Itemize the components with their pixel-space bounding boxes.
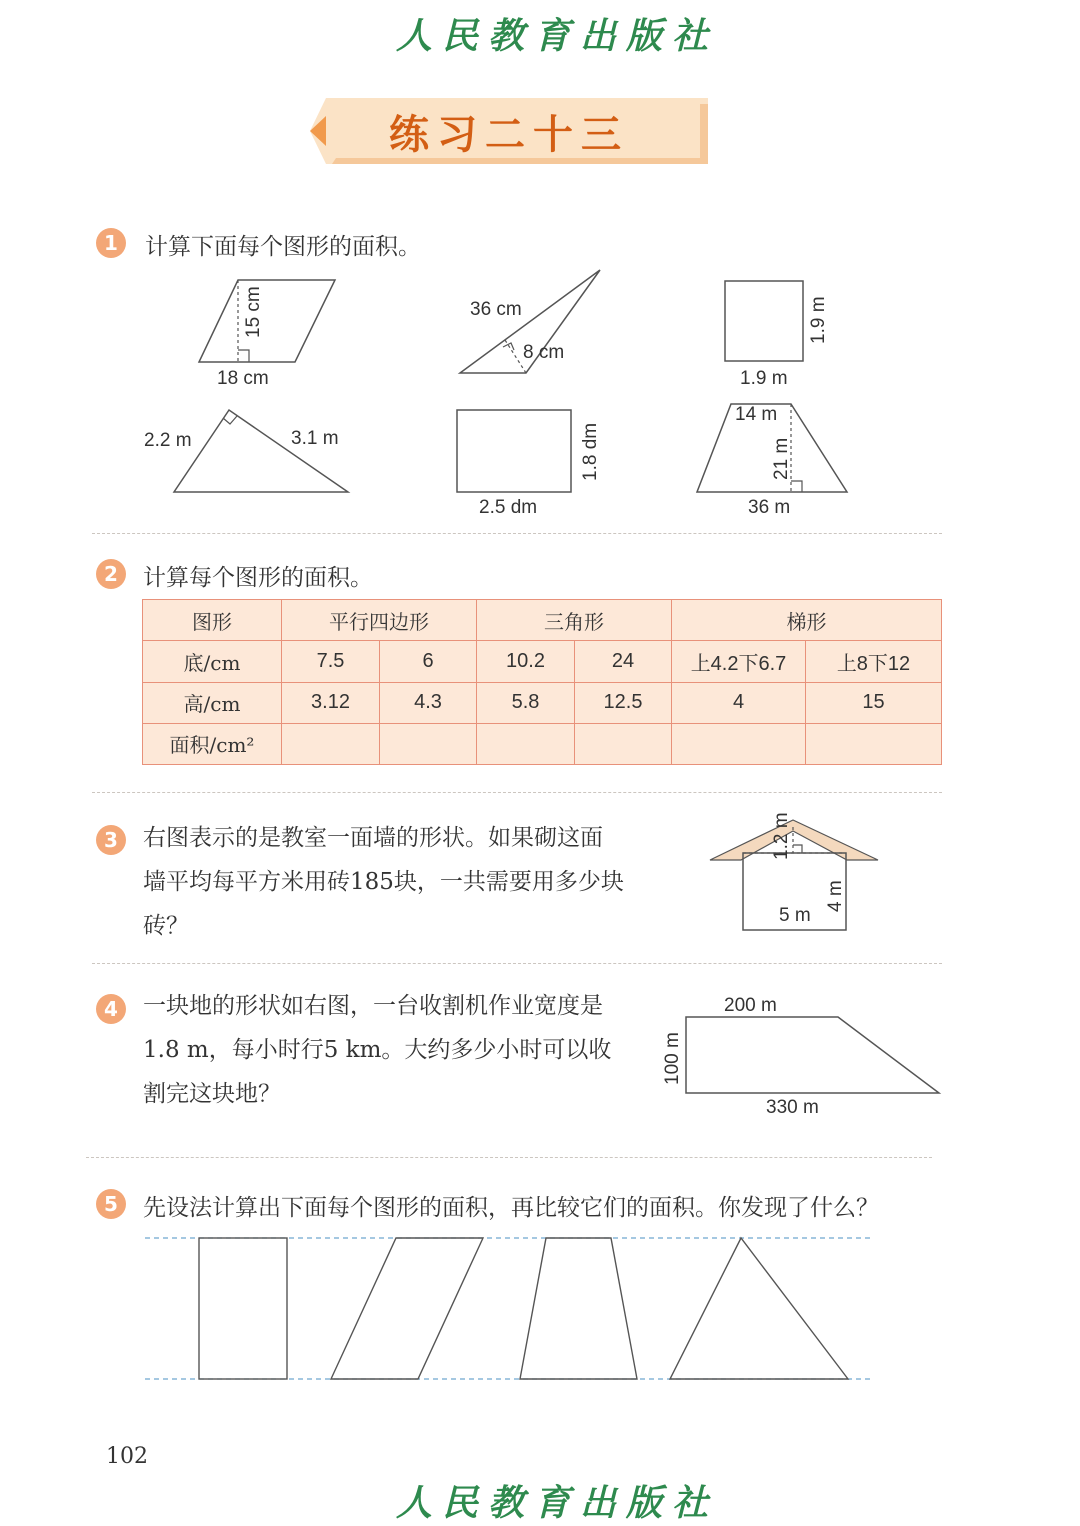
table-cell: 4 [672,682,806,723]
table-cell: 24 [575,641,672,682]
table-cell: 上4.2下6.7 [672,641,806,682]
trapezoid-height-label: 21 m [771,437,792,480]
question-number-2: 2 [96,559,126,589]
rectangle-width-label: 2.5 dm [479,497,538,518]
table-cell: 7.5 [282,641,380,682]
table-cell: 上8下12 [806,641,942,682]
wall-width-label: 5 m [779,905,811,926]
page-number: 102 [106,1444,148,1469]
trapezoid-bottom-label: 36 m [748,497,791,518]
table-header-cell: 三角形 [477,600,672,641]
field-height-label: 100 m [662,1032,683,1085]
row-label: 底/cm [143,641,282,682]
q5-triangle [670,1238,848,1379]
table-cell: 12.5 [575,682,672,723]
rectangle-height-label: 1.8 dm [580,422,601,481]
wall-height-label: 4 m [825,880,846,912]
table-header-cell: 梯形 [672,600,942,641]
q5-rectangle [199,1238,287,1379]
row-label: 面积/cm² [143,723,282,764]
right-triangle-leg1-label: 2.2 m [144,430,192,451]
triangle1-height-label: 8 cm [523,342,565,363]
square-side-bottom-label: 1.9 m [740,368,788,389]
roof-height-label: 1.2 m [771,812,792,860]
q5-parallelogram [331,1238,483,1379]
right-triangle-leg2-label: 3.1 m [291,428,339,449]
table-cell: 6 [380,641,477,682]
question-5-text: 先设法计算出下面每个图形的面积，再比较它们的面积。你发现了什么？ [143,1195,879,1221]
parallelogram-height-label: 15 cm [243,286,264,338]
field-bottom-label: 330 m [766,1097,819,1118]
table-header-cell: 图形 [143,600,282,641]
row-label: 高/cm [143,682,282,723]
publisher-header: 人民教育出版社 [396,15,719,57]
trapezoid-top-label: 14 m [735,404,778,425]
question-4-text: 一块地的形状如右图，一台收割机作业宽度是1.8 m，每小时行5 km。大约多少小时可以收割完这块地？ [143,993,612,1107]
question-number-3: 3 [96,825,126,855]
publisher-footer: 人民教育出版社 [396,1482,719,1524]
question-2-text: 计算每个图形的面积。 [143,565,373,591]
triangle1-side-label: 36 cm [470,299,522,320]
question-number-1: 1 [96,228,126,258]
table-cell: 10.2 [477,641,575,682]
question-3-text: 右图表示的是教室一面墙的形状。如果砌这面墙平均每平方米用砖185块，一共需要用多少块砖？ [143,825,624,939]
question-number-5: 5 [96,1189,126,1219]
page-title: 练习二十三 [389,110,629,158]
parallelogram-base-label: 18 cm [217,368,269,389]
field-top-label: 200 m [724,995,777,1016]
table-cell: 5.8 [477,682,575,723]
square-side-right-label: 1.9 m [808,296,829,344]
question-number-4: 4 [96,994,126,1024]
question-1-text: 计算下面每个图形的面积。 [145,234,421,260]
table-cell: 3.12 [282,682,380,723]
q5-trapezoid [520,1238,637,1379]
table-cell: 4.3 [380,682,477,723]
table-header-cell: 平行四边形 [282,600,477,641]
table-cell: 15 [806,682,942,723]
